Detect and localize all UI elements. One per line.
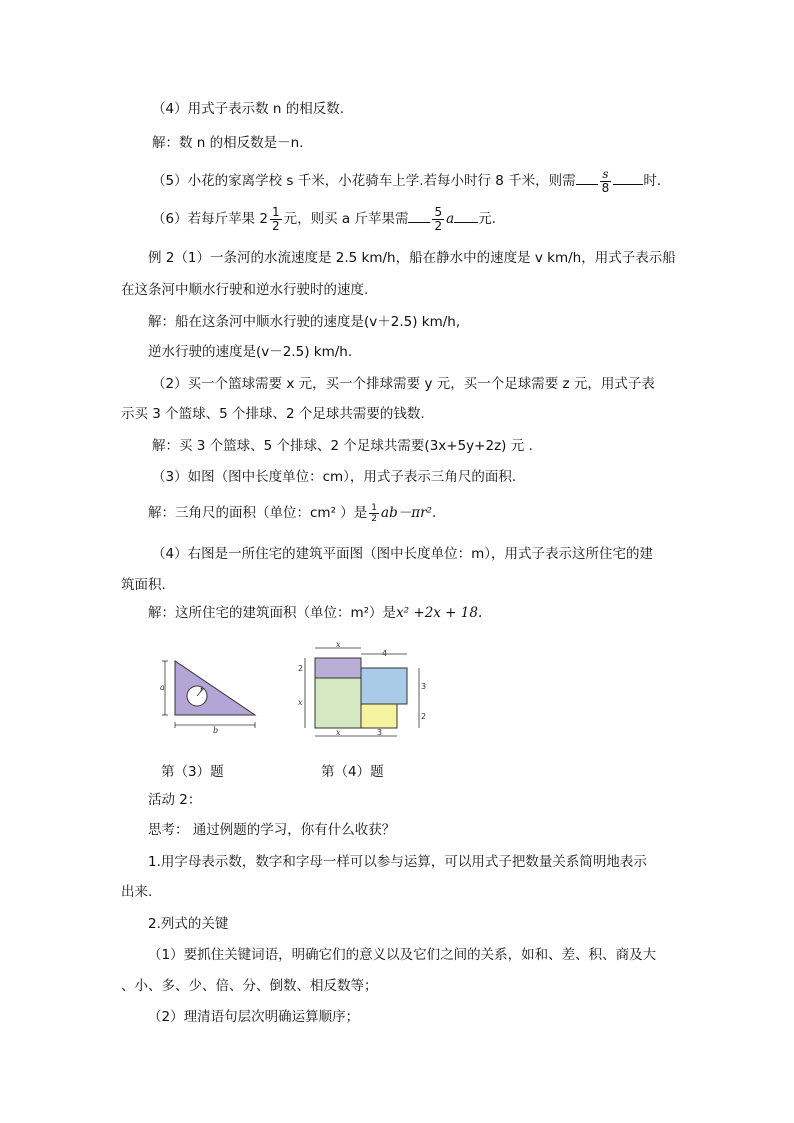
example-2-3-fraction: $\frac{1}{2}$: [371, 502, 378, 524]
label-3-bottom: 3: [377, 728, 383, 737]
label-x-top: x: [336, 640, 341, 649]
label-3-right: 3: [421, 682, 427, 691]
example-2-3-answer: [148, 500, 436, 526]
question-5-fraction: $\frac{s}{8}$: [601, 166, 610, 195]
example-2-3-answer-text: 解：三角尺的面积（单位：cm² ）是: [148, 505, 368, 521]
example-2-1-answer-1: 解：船在这条河中顺水行驶的速度是(v＋2.5) km/h,: [148, 314, 461, 330]
point-2-1-line-1: （1）要抓住关键词语，明确它们的意义以及它们之间的关系，如和、差、积、商及大: [148, 947, 657, 963]
question-6-var: a: [446, 211, 455, 227]
label-b: b: [213, 726, 219, 735]
question-6-price-fraction: $\frac{1}{2}$: [271, 204, 280, 233]
label-x-left: x: [298, 698, 303, 707]
label-4: 4: [382, 649, 388, 658]
triangle-shape: [175, 661, 255, 715]
figure-3-caption: 第（3）题: [161, 764, 224, 780]
question-6-fraction: $\frac{5}{2}$: [434, 204, 443, 233]
question-6-mid: 元，则买 a 斤苹果需: [283, 211, 409, 227]
point-2-2: （2）理清语句层次明确运算顺序；: [148, 1009, 360, 1025]
example-2-2-answer: 解：买 3 个篮球、5 个排球、2 个足球共需要(3x+5y+2z) 元 .: [152, 438, 533, 454]
blue-room: [361, 668, 407, 704]
example-2-4-expression: x² +2x + 18.: [396, 605, 483, 621]
label-2-right: 2: [421, 712, 427, 721]
label-x-bottom: x: [336, 728, 341, 737]
label-a: a: [160, 683, 165, 692]
question-6-end: 元.: [478, 211, 496, 227]
point-1-line-2: 出来.: [121, 884, 153, 900]
example-2-1-answer-2: 逆水行驶的速度是(v－2.5) km/h.: [148, 344, 353, 360]
example-2-1-line-2: 在这条河中顺水行驶和逆水行驶时的速度.: [121, 282, 369, 298]
question-4-answer: 解：数 n 的相反数是－n.: [152, 135, 304, 151]
example-2-3: （3）如图（图中长度单位：cm），用式子表示三角尺的面积.: [152, 469, 517, 485]
example-2-2-line-1: （2）买一个篮球需要 x 元，买一个排球需要 y 元，买一个足球需要 z 元，用式子表: [152, 376, 655, 392]
example-2-1-line-1: 例 2（1）一条河的水流速度是 2.5 km/h，船在静水中的速度是 v km/h，用式子表示船: [148, 250, 676, 266]
green-room: [315, 678, 361, 728]
question-4: （4）用式子表示数 n 的相反数.: [152, 101, 345, 117]
activity-2: 活动 2：: [148, 792, 202, 808]
question-6-text: （6）若每斤苹果 2: [152, 211, 268, 227]
example-2-4-answer: [148, 604, 482, 622]
point-2: 2.列式的关键: [148, 916, 229, 932]
question-6: [152, 204, 496, 234]
example-2-4-answer-text: 解：这所住宅的建筑面积（单位：m²）是: [148, 605, 397, 621]
example-2-4-line-1: （4）右图是一所住宅的建筑平面图（图中长度单位：m），用式子表示这所住宅的建: [152, 546, 653, 562]
think-question: 思考： 通过例题的学习，你有什么收获？: [148, 822, 396, 838]
figure-4-caption: 第（4）题: [321, 764, 384, 780]
label-2-left: 2: [298, 664, 304, 673]
triangle-ruler-figure: [155, 655, 265, 735]
point-2-1-line-2: 、小、多、少、倍、分、倒数、相反数等；: [121, 978, 378, 994]
purple-room: [315, 658, 361, 678]
example-2-2-line-2: 示买 3 个篮球、5 个排球、2 个足球共需要的钱数.: [121, 406, 425, 422]
example-2-3-expression: ab－πr².: [381, 505, 437, 521]
question-5-end: 时.: [643, 173, 662, 189]
yellow-room: [361, 704, 397, 728]
example-2-4-line-2: 筑面积.: [121, 577, 166, 593]
question-5: [152, 166, 661, 196]
question-5-text: （5）小花的家离学校 s 千米，小花骑车上学.若每小时行 8 千米，则需: [152, 173, 576, 189]
floor-plan-figure: [295, 640, 435, 745]
point-1-line-1: 1.用字母表示数，数字和字母一样可以参与运算，可以用式子把数量关系简明地表示: [148, 854, 647, 870]
label-r: r: [200, 686, 204, 694]
